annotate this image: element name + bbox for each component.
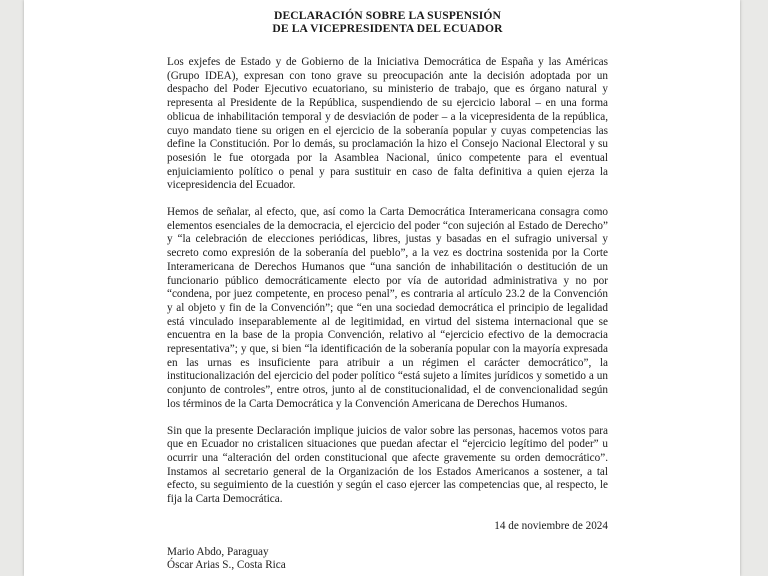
title-line-2: DE LA VICEPRESIDENTA DEL ECUADOR — [272, 22, 503, 35]
signer: Óscar Arias S., Costa Rica — [167, 559, 286, 572]
signers-list — [167, 546, 608, 573]
document-body — [167, 9, 608, 573]
title-line-1: DECLARACIÓN SOBRE LA SUSPENSIÓN — [274, 9, 501, 22]
paragraph-2: Hemos de señalar, al efecto, que, así como la Carta Democrática Interamericana consagra como elementos esenciales de la democracia, el ejercicio del poder “con sujeción al Estado de Derecho” y “la celebración de elecciones periódicas, libres, justas y basadas en el sufragio universal y secreto como expresión de la soberanía del pueblo”, a la vez es doctrina sostenida por la Corte Interamericana de Derechos Humanos que “una sanción de inhabilitación o destitución de un funcionario público democráticamente electo por vía de autoridad administrativa y no por “condena, por juez competente, en proceso penal”, es contraria al artículo 23.2 de la Convención y al objeto y fin de la Convención”; que “en una sociedad democrática el principio de legalidad está vinculado inseparablemente al de legitimidad, en virtud del sistema internacional que se encuentra en la base de la propia Convención, relativo al “ejercicio efectivo de la democracia representativa”; y que, si bien “la identificación de la soberanía popular con la mayoría expresada en las urnas es insuficiente para atribuir a un régimen el carácter democrático”, la institucionalización del ejercicio del poder político “está sujeto a límites jurídicos y sometido a un conjunto de controles”, entre otros, junto al de constitucionalidad, el de convencionalidad según los términos de la Carta Democrática y la Convención Americana de Derechos Humanos. — [167, 206, 608, 410]
paragraph-1: Los exjefes de Estado y de Gobierno de la Iniciativa Democrática de España y las Américas (Grupo IDEA), expresan con tono grave su preocupación ante la decisión adoptada por un despacho del Poder Ejecutivo ecuatoriano, su ministerio de trabajo, que es órgano natural y representa al Presidente de la República, suspendiendo de su ejercicio laboral – en una forma oblicua de inhabilitación temporal y de desviación de poder – a la vicepresidenta de la república, cuyo mandato tiene su origen en el ejercicio de la soberanía popular y cuyas competencias las define la Constitución. Por lo demás, su proclamación la hizo el Consejo Nacional Electoral y su posesión le fue otorgada por la Asamblea Nacional, único competente para el eventual enjuiciamiento político o penal y para sustituir en caso de falta definitiva a quien ejerza la vicepresidencia del Ecuador. — [167, 56, 608, 192]
paragraph-3: Sin que la presente Declaración implique juicios de valor sobre las personas, hacemos votos para que en Ecuador no cristalicen situaciones que puedan afectar el “ejercicio legítimo del poder” u ocurrir una “alteración del orden constitucional que afecte gravemente su orden democrático”. Instamos al secretario general de la Organización de los Estados Americanos a sostener, a tal efecto, su seguimiento de la cuestión y según el caso ejercer las competencias que, al respecto, le fija la Carta Democrática. — [167, 424, 608, 506]
document-title — [167, 9, 608, 35]
document-date: 14 de noviembre de 2024 — [494, 519, 608, 532]
signer: Mario Abdo, Paraguay — [167, 545, 269, 558]
document-page — [24, 0, 740, 576]
